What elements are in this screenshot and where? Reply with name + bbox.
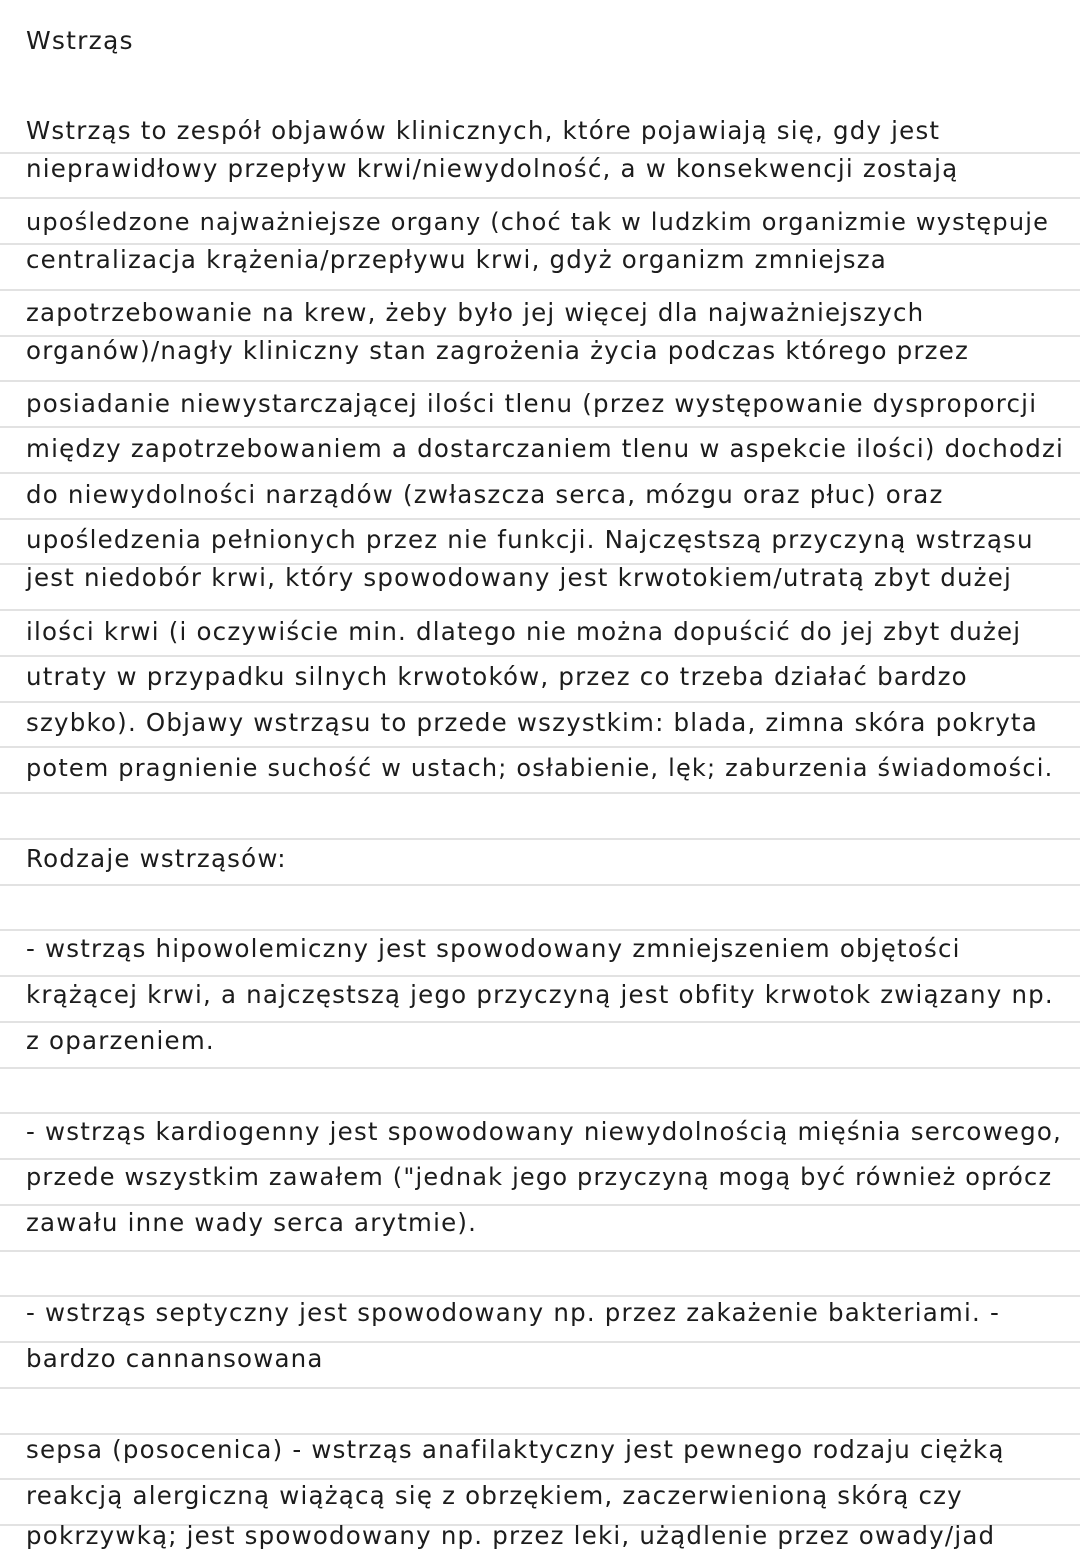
list-item-line: - wstrząs septyczny jest spowodowany np. przez zakażenie bakteriami. - [26, 1298, 1001, 1327]
ruled-line [0, 1067, 1080, 1069]
ruled-line [0, 1112, 1080, 1114]
list-item-line: - wstrząs kardiogenny jest spowodowany niewydolnością mięśnia sercowego, [26, 1117, 1063, 1146]
paragraph-line: jest niedobór krwi, który spowodowany jest krwotokiem/utratą zbyt dużej [26, 563, 1013, 592]
ruled-line [0, 380, 1080, 382]
ruled-line [0, 1250, 1080, 1252]
paragraph-line: nieprawidłowy przepływ krwi/niewydolność, a w konsekwencji zostają [26, 154, 959, 183]
paragraph-line: utraty w przypadku silnych krwotoków, przez co trzeba działać bardzo [26, 662, 968, 691]
ruled-line [0, 1478, 1080, 1480]
paragraph-line: ilości krwi (i oczywiście min. dlatego nie można dopuścić do jej zbyt dużej [26, 617, 1022, 646]
list-item-line: krążącej krwi, a najczęstszą jego przyczyną jest obfity krwotok związany np. [26, 980, 1054, 1009]
paragraph-line: centralizacja krążenia/przepływu krwi, gdyż organizm zmniejsza [26, 245, 888, 274]
ruled-line [0, 1341, 1080, 1343]
ruled-line [0, 838, 1080, 840]
paragraph-line: Wstrząs to zespół objawów klinicznych, które pojawiają się, gdy jest [26, 116, 941, 145]
ruled-line [0, 609, 1080, 611]
list-item-line: pokrzywką; jest spowodowany np. przez leki, użądlenie przez owady/jad [26, 1521, 996, 1550]
list-item-line: przede wszystkim zawałem ("jednak jego przyczyną mogą być również oprócz [26, 1163, 1053, 1191]
ruled-line [0, 472, 1080, 474]
ruled-line [0, 884, 1080, 886]
ruled-line [0, 1158, 1080, 1160]
ruled-line [0, 701, 1080, 703]
paragraph-line: zapotrzebowanie na krew, żeby było jej więcej dla najważniejszych [26, 298, 925, 327]
paragraph-line: potem pragnienie suchość w ustach; osłabienie, lęk; zaburzenia świadomości. [26, 754, 1054, 782]
ruled-line [0, 746, 1080, 748]
ruled-line [0, 929, 1080, 931]
ruled-line [0, 1021, 1080, 1023]
ruled-line [0, 1295, 1080, 1297]
ruled-line [0, 426, 1080, 428]
ruled-line [0, 1204, 1080, 1206]
page-title: Wstrząs [26, 26, 134, 55]
ruled-line [0, 975, 1080, 977]
paragraph-line: posiadanie niewystarczającej ilości tlenu (przez występowanie dysproporcji [26, 389, 1038, 418]
list-item-line: - wstrząs hipowolemiczny jest spowodowany zmniejszeniem objętości [26, 934, 961, 963]
paragraph-line: upośledzenia pełnionych przez nie funkcji. Najczęstszą przyczyną wstrząsu [26, 525, 1034, 554]
paragraph-line: między zapotrzebowaniem a dostarczaniem tlenu w aspekcie ilości) dochodzi [26, 434, 1065, 463]
list-item-line: z oparzeniem. [26, 1026, 215, 1055]
list-item-line: sepsa (posocenica) - wstrząs anafilaktyczny jest pewnego rodzaju ciężką [26, 1435, 1005, 1464]
paragraph-line: organów)/nagły kliniczny stan zagrożenia życia podczas którego przez [26, 336, 970, 365]
ruled-line [0, 1387, 1080, 1389]
ruled-line [0, 792, 1080, 794]
ruled-line [0, 655, 1080, 657]
paragraph-line: upośledzone najważniejsze organy (choć tak w ludzkim organizmie występuje [26, 208, 1050, 236]
paragraph-line: do niewydolności narządów (zwłaszcza serca, mózgu oraz płuc) oraz [26, 480, 944, 509]
ruled-line [0, 197, 1080, 199]
ruled-line [0, 518, 1080, 520]
paragraph-line: szybko). Objawy wstrząsu to przede wszystkim: blada, zimna skóra pokryta [26, 708, 1038, 737]
section-heading: Rodzaje wstrząsów: [26, 844, 287, 873]
list-item-line: zawału inne wady serca arytmie). [26, 1208, 478, 1237]
ruled-line [0, 289, 1080, 291]
list-item-line: reakcją alergiczną wiążącą się z obrzękiem, zaczerwienioną skórą czy [26, 1481, 963, 1510]
list-item-line: bardzo cannansowana [26, 1344, 324, 1373]
